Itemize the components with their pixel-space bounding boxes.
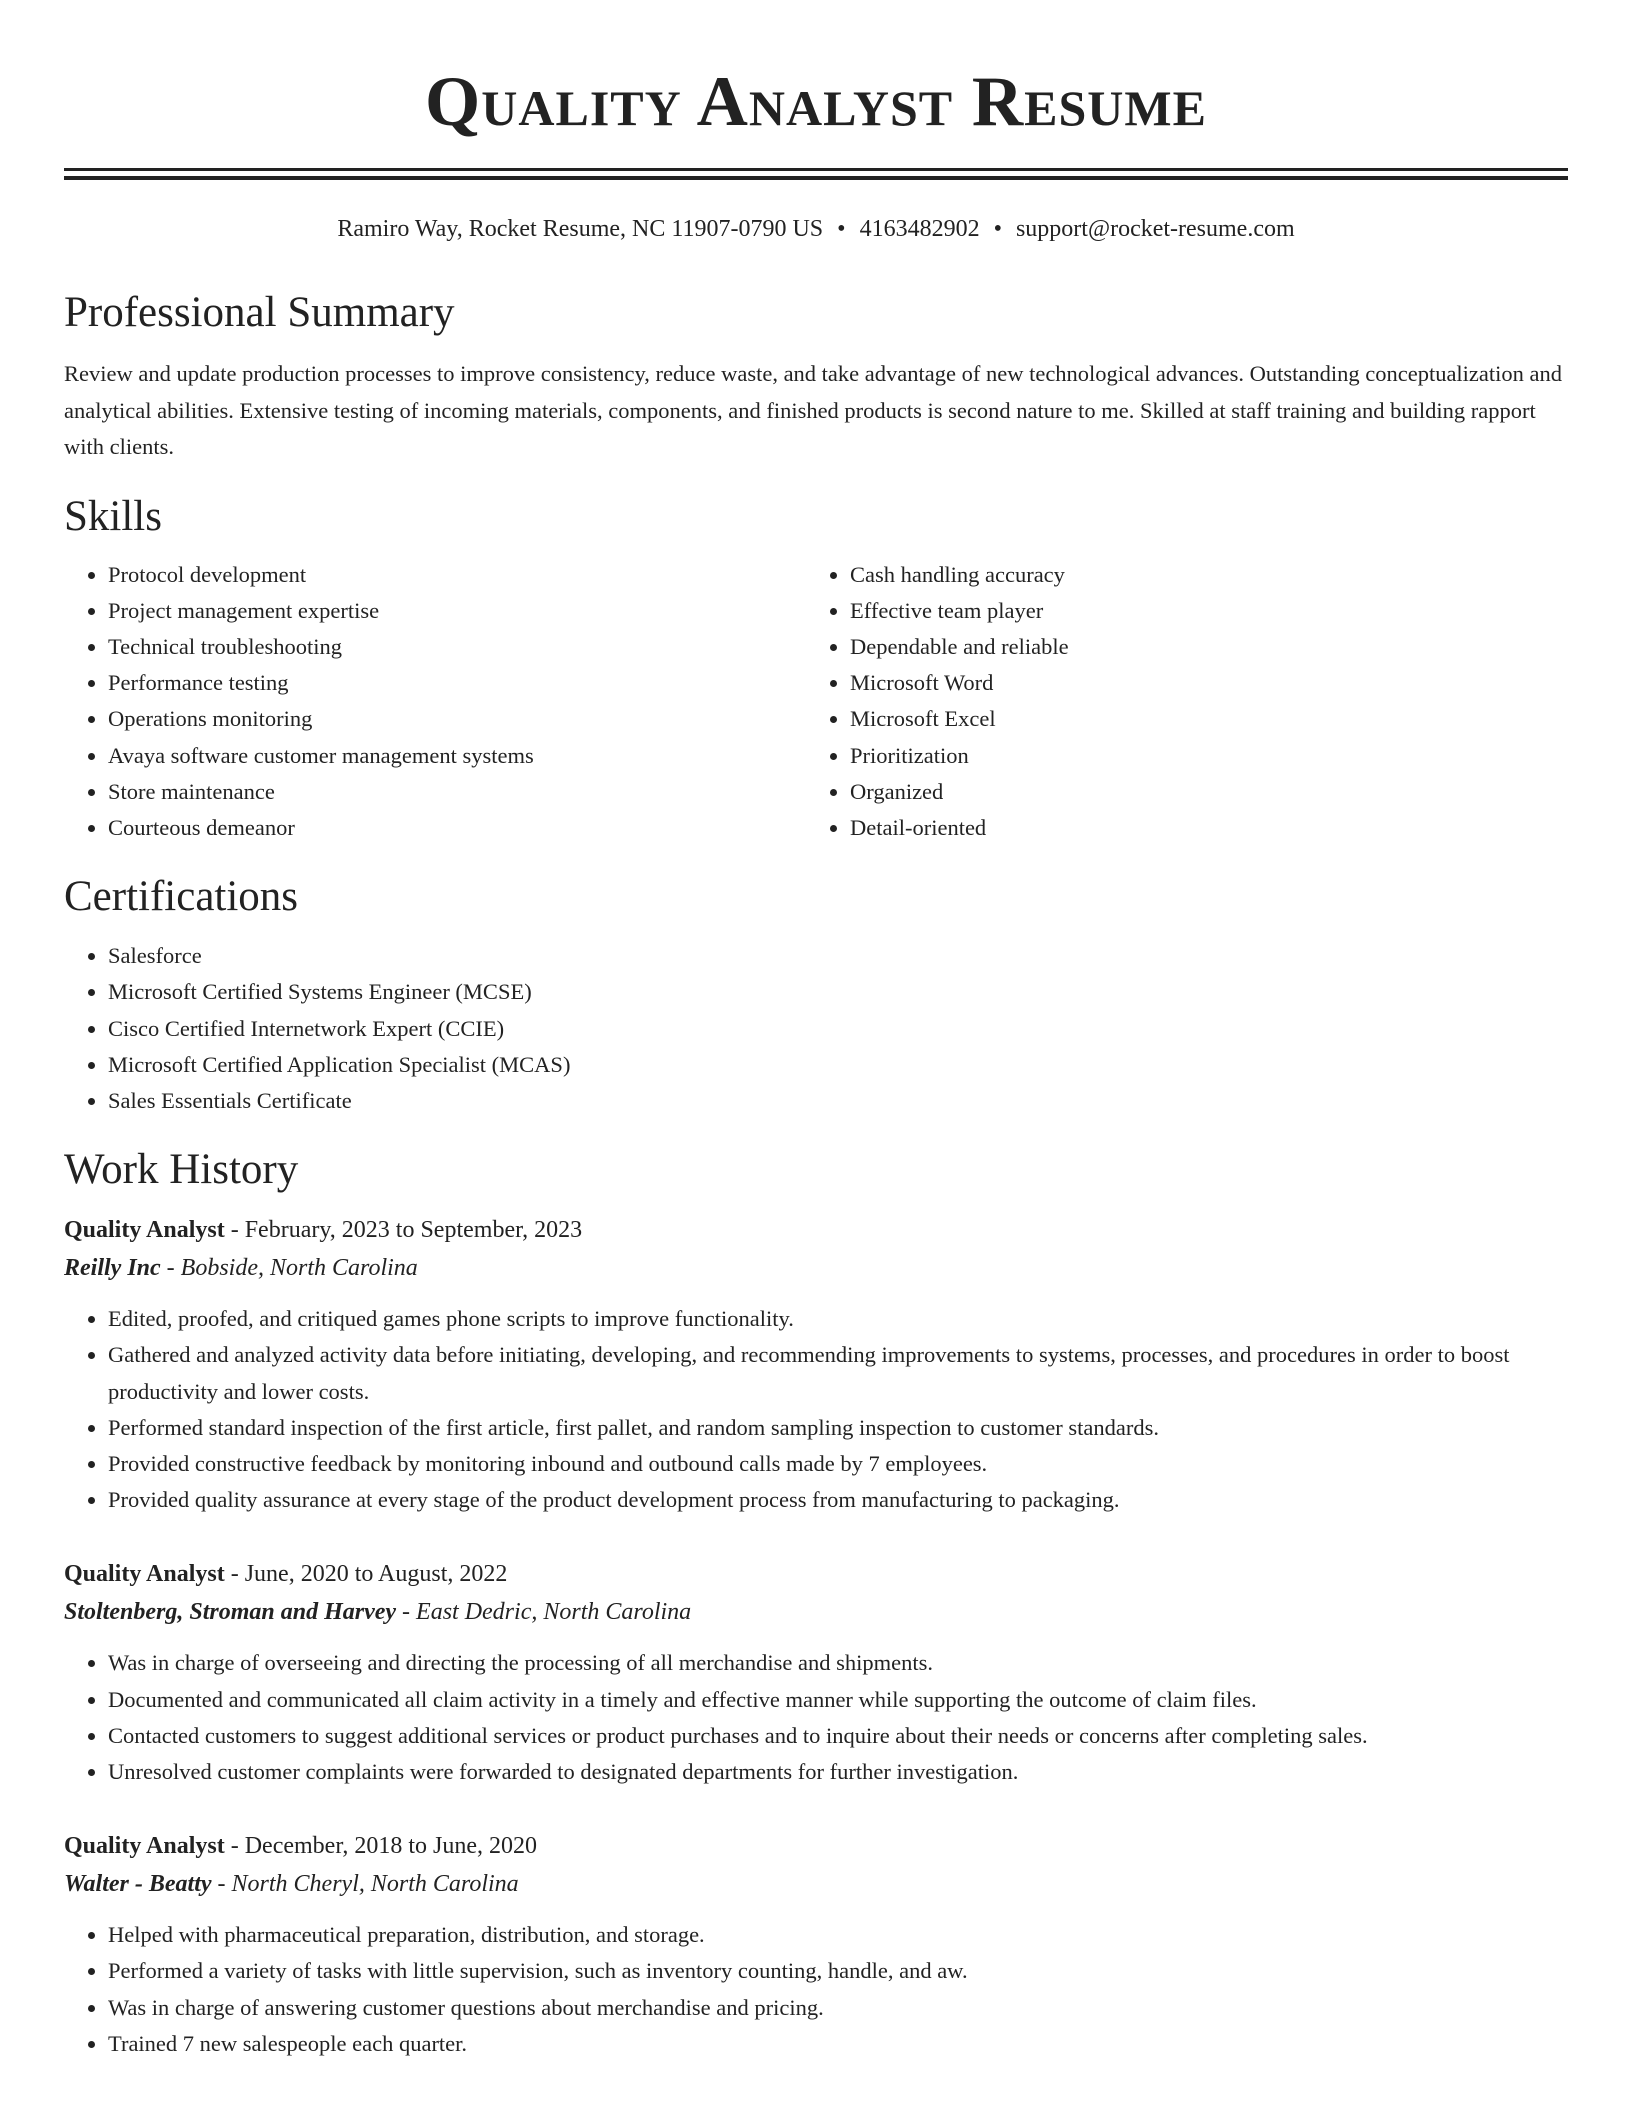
skill-item: • Performance testing — [108, 665, 806, 701]
certification-item: • Sales Essentials Certificate — [108, 1083, 1568, 1119]
contact-separator: • — [993, 216, 1002, 242]
job-duty: • Gathered and analyzed activity data before initiating, developing, and recommending improvements to systems, processes, and procedures in order to boost productivity and lower costs. — [108, 1337, 1568, 1409]
certification-item: • Microsoft Certified Systems Engineer (MCSE) — [108, 974, 1568, 1010]
job-title-line: Quality Analyst - June, 2020 to August, 2022 — [64, 1561, 508, 1588]
job-duty: • Provided quality assurance at every stage of the product development process from manufacturing to packaging. — [108, 1482, 1568, 1518]
certification-item: • Cisco Certified Internetwork Expert (CCIE) — [108, 1011, 1568, 1047]
title-rule-top — [64, 168, 1568, 171]
skills-list-left — [64, 557, 806, 847]
job-duty: • Documented and communicated all claim activity in a timely and effective manner while supporting the outcome of claim files. — [108, 1682, 1568, 1718]
resume-title: Quality Analyst Resume — [425, 63, 1207, 141]
skill-item: • Prioritization — [850, 738, 1548, 774]
skill-item: • Store maintenance — [108, 774, 806, 810]
contact-separator: • — [837, 216, 846, 242]
job-location: East Dedric, North Carolina — [416, 1599, 692, 1626]
contact-address: Ramiro Way, Rocket Resume, NC 11907-0790 US — [337, 216, 824, 242]
job-duty: • Edited, proofed, and critiqued games phone scripts to improve functionality. — [108, 1301, 1568, 1337]
job-dates: June, 2020 to August, 2022 — [244, 1561, 508, 1588]
summary-text: Review and update production processes to improve consistency, reduce waste, and take advantage of new technological advances. Outstanding conceptualization and analytical abilities. Extensive testing of incoming materials, components, and finished products is second nature to me. Skilled at staff training and building rapport with clients. — [64, 361, 1563, 459]
job-duty: • Contacted customers to suggest additional services or product purchases and to inquire about their needs or concerns after completing sales. — [108, 1718, 1568, 1754]
skill-item: • Microsoft Excel — [850, 701, 1548, 737]
job-company-line: Reilly Inc - Bobside, North Carolina — [64, 1255, 418, 1282]
job-location: North Cheryl, North Carolina — [231, 1871, 519, 1898]
skill-item: • Organized — [850, 774, 1548, 810]
job-duties-list — [64, 1917, 1568, 2062]
certification-item: • Microsoft Certified Application Specialist (MCAS) — [108, 1047, 1568, 1083]
job-duty: • Helped with pharmaceutical preparation, distribution, and storage. — [108, 1917, 1568, 1953]
skill-item: • Technical troubleshooting — [108, 629, 806, 665]
skill-item: • Courteous demeanor — [108, 810, 806, 846]
certifications-list — [64, 938, 1568, 1119]
skill-item: • Cash handling accuracy — [850, 557, 1548, 593]
skill-item: • Avaya software customer management systems — [108, 738, 806, 774]
job-duty: • Performed standard inspection of the first article, first pallet, and random sampling inspection to customer standards. — [108, 1410, 1568, 1446]
summary-section — [64, 288, 1568, 466]
job-company-line: Stoltenberg, Stroman and Harvey - East Dedric, North Carolina — [64, 1599, 692, 1626]
job-role: Quality Analyst — [64, 1561, 225, 1588]
skill-item: • Project management expertise — [108, 593, 806, 629]
certifications-section — [64, 872, 1568, 1119]
job-role: Quality Analyst — [64, 1217, 225, 1244]
job-company: Stoltenberg, Stroman and Harvey — [64, 1599, 397, 1626]
work-history-section — [64, 1145, 1568, 2062]
skills-heading: Skills — [64, 492, 162, 540]
job-duty: • Trained 7 new salespeople each quarter. — [108, 2026, 1568, 2062]
title-rule-bottom — [64, 176, 1568, 180]
contact-line — [64, 214, 1568, 244]
job-duty: • Performed a variety of tasks with little supervision, such as inventory counting, handle, and aw. — [108, 1953, 1568, 1989]
skill-item: • Dependable and reliable — [850, 629, 1548, 665]
certification-item: • Salesforce — [108, 938, 1568, 974]
job-company-line: Walter - Beatty - North Cheryl, North Carolina — [64, 1871, 519, 1898]
job-duties-list — [64, 1645, 1568, 1790]
job-duty: • Was in charge of answering customer questions about merchandise and pricing. — [108, 1990, 1568, 2026]
work-history-heading: Work History — [64, 1146, 299, 1194]
certifications-heading: Certifications — [64, 873, 299, 921]
job-entry — [64, 1555, 1568, 1790]
skills-list-right — [806, 557, 1548, 847]
job-company: Walter - Beatty — [64, 1871, 212, 1898]
job-title-line: Quality Analyst - December, 2018 to June, 2020 — [64, 1833, 538, 1860]
job-dates: December, 2018 to June, 2020 — [244, 1833, 538, 1860]
job-dates: February, 2023 to September, 2023 — [244, 1217, 583, 1244]
skill-item: • Detail-oriented — [850, 810, 1548, 846]
job-role: Quality Analyst — [64, 1833, 225, 1860]
summary-heading: Professional Summary — [64, 289, 455, 336]
skill-item: • Microsoft Word — [850, 665, 1548, 701]
skill-item: • Effective team player — [850, 593, 1548, 629]
job-title-line: Quality Analyst - February, 2023 to September, 2023 — [64, 1217, 583, 1244]
job-duty: • Was in charge of overseeing and directing the processing of all merchandise and shipments. — [108, 1645, 1568, 1681]
job-entry — [64, 1211, 1568, 1518]
skills-column-left — [64, 557, 806, 847]
skills-columns — [64, 557, 1568, 847]
skill-item: • Protocol development — [108, 557, 806, 593]
job-duty: • Unresolved customer complaints were forwarded to designated departments for further investigation. — [108, 1754, 1568, 1790]
skills-column-right — [806, 557, 1548, 847]
skills-section — [64, 492, 1568, 847]
job-company: Reilly Inc — [64, 1255, 161, 1282]
job-entry — [64, 1827, 1568, 2062]
job-duties-list — [64, 1301, 1568, 1518]
skill-item: • Operations monitoring — [108, 701, 806, 737]
job-duty: • Provided constructive feedback by monitoring inbound and outbound calls made by 7 employees. — [108, 1446, 1568, 1482]
contact-email: support@rocket-resume.com — [1015, 216, 1295, 242]
contact-phone: 4163482902 — [859, 216, 980, 242]
job-location: Bobside, North Carolina — [180, 1255, 418, 1282]
